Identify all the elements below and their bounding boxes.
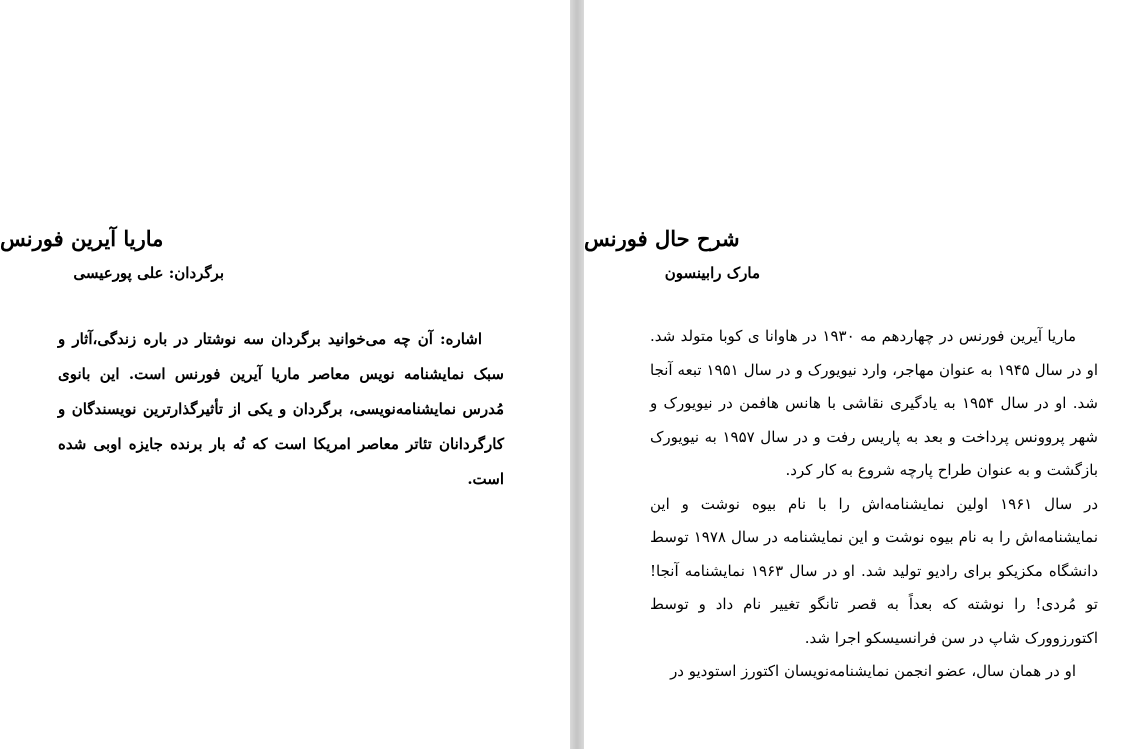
left-page bbox=[0, 0, 570, 749]
introduction-text bbox=[58, 322, 504, 497]
page-gutter bbox=[570, 0, 584, 749]
article-title: ماریا آیرین فورنس bbox=[0, 226, 164, 251]
right-page bbox=[584, 0, 1146, 749]
author-credit: مارک رابینسون bbox=[664, 264, 760, 282]
translator-credit: برگردان: علی پورعیسی bbox=[73, 264, 224, 282]
biography-text bbox=[650, 320, 1098, 689]
body-paragraph-3: او در همان سال، عضو انجمن نمایشنامه‌نویسان اکتورز استودیو در bbox=[670, 662, 1076, 680]
introduction-paragraph: اشاره: آن چه می‌خوانید برگردان سه نوشتار در باره زندگی،آثار و سبک نمایشنامه نویس معاصر ماریا آیرین فورنس است. این بانوی مُدرس نمایشنامه‌نویسی، برگردان و یکی از تأثیرگذارترین نویسندگان و کارگردانان تئاتر معاصر امریکا است که نُه بار برنده جایزه اوبی شده است. bbox=[58, 330, 504, 488]
body-paragraph-1: ماریا آیرین فورنس در چهاردهم مه ۱۹۳۰ در هاوانا ی کوبا متولد شد. او در سال ۱۹۴۵ به عنوان مهاجر، وارد نیویورک و در سال ۱۹۵۱ تبعه آنجا شد. او در سال ۱۹۵۴ به یادگیری نقاشی با هانس هافمن در نیویورک و شهر پروونس پرداخت و بعد به پاریس رفت و در سال ۱۹۵۷ به نیویورک بازگشت و به عنوان طراح پارچه شروع به کار کرد. bbox=[650, 327, 1099, 479]
section-title: شرح حال فورنس bbox=[584, 226, 740, 251]
body-paragraph-2: در سال ۱۹۶۱ اولین نمایشنامه‌اش را با نام بیوه نوشت و این نمایشنامه‌اش را به نام بیوه نوشت و این نمایشنامه در سال ۱۹۷۸ توسط دانشگاه مکزیکو برای رادیو تولید شد. او در سال ۱۹۶۳ نمایشنامه آنجا! تو مُردی! را نوشته که بعداً به قصر تانگو تغییر نام داد و توسط اکتورزوورک شاپ در سن فرانسیسکو اجرا شد. bbox=[650, 494, 1099, 647]
